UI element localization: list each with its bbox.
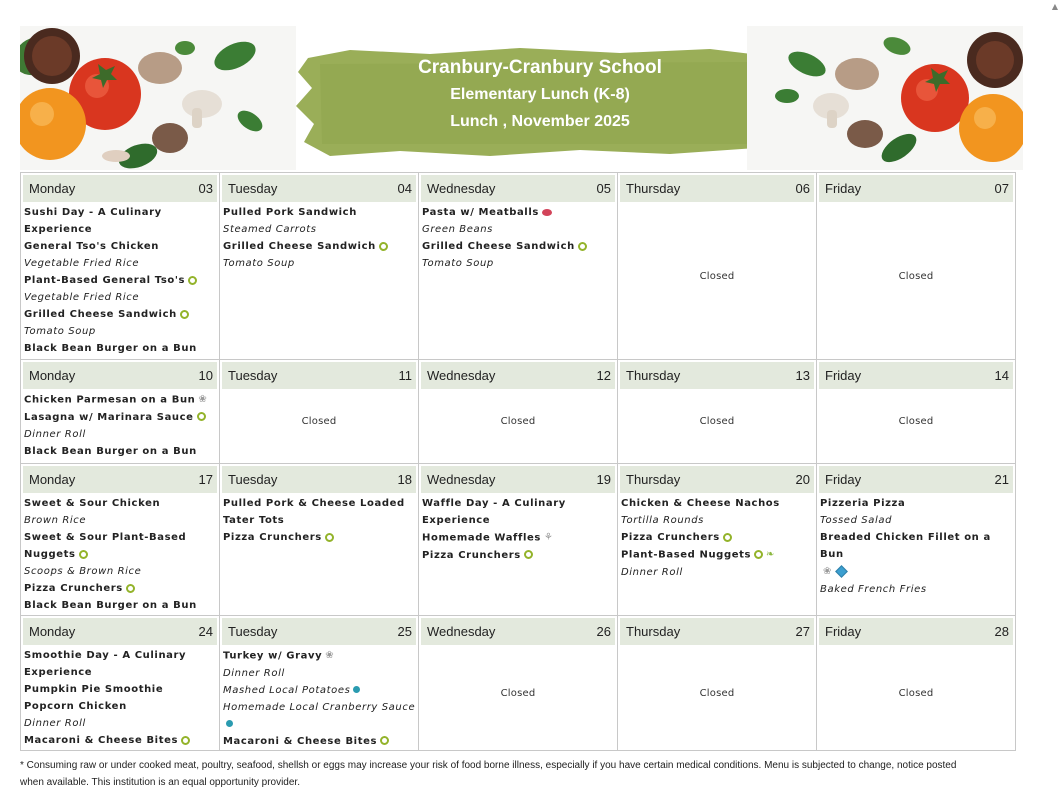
day-date: 05 — [596, 181, 611, 196]
menu-item-text: Dinner Roll — [621, 566, 683, 578]
menu-item — [24, 597, 217, 614]
vegetarian-icon — [380, 736, 389, 745]
day-name: Tuesday — [228, 472, 278, 487]
menu-item — [24, 563, 217, 580]
menu-item — [820, 495, 1013, 512]
menu-item — [24, 647, 217, 664]
calendar-day-cell — [220, 464, 419, 616]
menu-item-text: Experience — [24, 224, 93, 235]
day-name: Monday — [29, 368, 76, 383]
menu-banner — [20, 26, 1023, 170]
day-header — [222, 466, 416, 493]
menu-item-text: Macaroni & Cheese Bites — [223, 735, 378, 747]
day-name: Monday — [29, 472, 76, 487]
beef-icon — [542, 209, 552, 216]
menu-item-text: Steamed Carrots — [223, 224, 317, 235]
menu-item-text: Sushi Day - A Culinary — [24, 207, 162, 218]
menu-item-text: Black Bean Burger on a Bun — [24, 445, 197, 457]
menu-item-text: Tater Tots — [223, 515, 285, 526]
calendar-day-cell — [220, 360, 419, 464]
menu-item-list — [419, 202, 617, 272]
day-date: 26 — [596, 624, 611, 639]
menu-item — [223, 238, 416, 255]
closed-label: Closed — [898, 271, 934, 282]
menu-item — [24, 323, 217, 340]
day-name: Friday — [825, 624, 862, 639]
menu-item-text: Pizza Crunchers — [223, 532, 322, 543]
disclaimer-line-1: * Consuming raw or under cooked meat, poultry, seafood, shellsh or eggs may increase your risk of food borne illness, especially if you have certain medical conditions. Menu is subjected to change, notice posted — [20, 760, 957, 771]
calendar-day-cell — [817, 616, 1016, 751]
menu-item-text: Mashed Local Potatoes — [223, 684, 351, 696]
day-header — [222, 618, 416, 645]
menu-item-text: Pizza Crunchers — [621, 532, 720, 543]
calendar-day-cell — [419, 464, 618, 616]
menu-item-text: Tomato Soup — [223, 258, 295, 269]
vegetarian-icon — [126, 584, 135, 593]
diamond-icon — [835, 565, 848, 578]
menu-item — [422, 512, 615, 529]
menu-item-text: Pizzeria Pizza — [820, 498, 906, 509]
menu-item — [24, 732, 217, 749]
day-date: 11 — [398, 368, 412, 383]
menu-item-text: Tomato Soup — [24, 326, 96, 337]
menu-item-list — [618, 493, 816, 581]
banner-title-block — [290, 54, 790, 135]
menu-item — [223, 699, 416, 716]
menu-item-list — [220, 645, 418, 750]
menu-item — [24, 238, 217, 255]
menu-item-text: Dinner Roll — [223, 667, 285, 679]
menu-item-text: Homemade Waffles — [422, 532, 541, 544]
vegetarian-icon — [181, 736, 190, 745]
vegetarian-icon — [524, 550, 533, 559]
day-header — [23, 175, 217, 202]
menu-item-text: Tortilla Rounds — [621, 515, 704, 526]
scroll-up-arrow-icon[interactable]: ▲ — [1051, 2, 1058, 11]
calendar-day-cell — [817, 173, 1016, 360]
local-icon — [353, 686, 360, 693]
menu-item — [422, 495, 615, 512]
menu-item-text: Nuggets — [24, 549, 76, 560]
chicken-icon: ❀ — [823, 566, 832, 577]
vegan-leaf-icon: ❧ — [766, 549, 776, 560]
day-date: 03 — [198, 181, 213, 196]
menu-item — [24, 495, 217, 512]
calendar-day-cell — [618, 360, 817, 464]
day-name: Tuesday — [228, 624, 278, 639]
menu-item-text: Pizza Crunchers — [24, 583, 123, 594]
menu-item — [422, 529, 615, 547]
vegetarian-icon — [379, 242, 388, 251]
day-date: 10 — [198, 368, 213, 383]
day-date: 12 — [596, 368, 611, 383]
menu-item — [820, 529, 1013, 563]
day-name: Thursday — [626, 368, 681, 383]
day-date: 25 — [397, 624, 412, 639]
closed-label: Closed — [699, 416, 735, 427]
menu-item — [24, 255, 217, 272]
menu-item — [223, 716, 416, 733]
menu-item-text: Popcorn Chicken — [24, 701, 127, 712]
calendar-day-cell — [21, 616, 220, 751]
day-name: Tuesday — [228, 368, 278, 383]
day-header — [421, 362, 615, 389]
menu-item-text: Vegetable Fried Rice — [24, 258, 140, 269]
day-header — [620, 466, 814, 493]
vegetables-image-left — [20, 26, 296, 170]
menu-item-text: Homemade Local Cranberry Sauce — [223, 701, 416, 713]
menu-item-text: Pasta w/ Meatballs — [422, 207, 539, 218]
menu-item — [24, 580, 217, 597]
school-name: Cranbury-Cranbury School — [418, 57, 662, 78]
menu-item-text: Scoops & Brown Rice — [24, 566, 142, 577]
closed-label: Closed — [500, 416, 536, 427]
menu-item — [24, 391, 217, 409]
calendar-week-row — [21, 464, 1016, 616]
menu-item — [24, 681, 217, 698]
menu-item-list — [220, 202, 418, 272]
menu-item — [621, 546, 814, 564]
day-header — [819, 362, 1013, 389]
menu-item — [24, 426, 217, 443]
menu-item-text: Brown Rice — [24, 515, 87, 526]
day-header — [819, 618, 1013, 645]
menu-item-text: General Tso's Chicken — [24, 241, 159, 252]
menu-item — [24, 512, 217, 529]
menu-item-text: Sweet & Sour Chicken — [24, 498, 161, 509]
day-name: Wednesday — [427, 181, 496, 196]
menu-item-text: Experience — [24, 667, 93, 678]
menu-item-text: Pulled Pork Sandwich — [223, 207, 357, 218]
menu-item — [820, 563, 1013, 581]
menu-item-text: Chicken & Cheese Nachos — [621, 498, 780, 509]
menu-item-text: Dinner Roll — [24, 428, 86, 440]
chicken-icon: ❀ — [325, 650, 335, 661]
menu-item-text: Plant-Based General Tso's — [24, 275, 186, 286]
chicken-icon: ❀ — [198, 394, 208, 405]
day-name: Thursday — [626, 181, 681, 196]
day-header — [23, 466, 217, 493]
closed-label: Closed — [898, 688, 934, 699]
menu-item-list — [220, 493, 418, 546]
menu-item — [223, 495, 416, 512]
closed-label: Closed — [699, 271, 735, 282]
vegetarian-icon — [180, 310, 189, 319]
disclaimer-line-2: when available. This institution is an equal opportunity provider. — [20, 777, 300, 788]
menu-item — [621, 512, 814, 529]
menu-item — [223, 512, 416, 529]
local-icon — [226, 720, 233, 727]
day-name: Wednesday — [427, 472, 496, 487]
calendar-day-cell — [817, 360, 1016, 464]
calendar-day-cell — [618, 616, 817, 751]
vegetarian-icon — [723, 533, 732, 542]
menu-item — [223, 255, 416, 272]
day-header — [620, 618, 814, 645]
menu-item — [621, 564, 814, 581]
menu-item — [24, 272, 217, 289]
menu-item — [24, 529, 217, 546]
calendar-day-cell — [21, 464, 220, 616]
day-header — [421, 618, 615, 645]
day-name: Thursday — [626, 472, 681, 487]
day-name: Monday — [29, 624, 76, 639]
menu-item-text: Black Bean Burger on a Bun — [24, 600, 197, 611]
calendar-week-row — [21, 173, 1016, 360]
day-header — [819, 466, 1013, 493]
vegetarian-icon — [79, 550, 88, 559]
menu-item — [422, 204, 615, 221]
menu-item — [223, 221, 416, 238]
menu-item-text: Pulled Pork & Cheese Loaded — [223, 498, 405, 509]
closed-label: Closed — [301, 416, 337, 427]
menu-item — [24, 698, 217, 715]
menu-item-text: Sweet & Sour Plant-Based — [24, 532, 187, 543]
menu-item-text: Experience — [422, 515, 491, 526]
scratch-icon: ⚘ — [543, 532, 554, 543]
menu-item — [621, 495, 814, 512]
menu-item-text: Waffle Day - A Culinary — [422, 498, 566, 509]
day-name: Wednesday — [427, 624, 496, 639]
menu-item-text: Lasagna w/ Marinara Sauce — [24, 411, 194, 423]
menu-item — [24, 715, 217, 732]
menu-item — [24, 204, 217, 221]
menu-item-text: Plant-Based Nuggets — [621, 549, 752, 561]
menu-item — [223, 204, 416, 221]
menu-disclaimer — [20, 757, 1020, 791]
day-name: Friday — [825, 472, 862, 487]
menu-item-list — [21, 389, 219, 460]
day-name: Friday — [825, 181, 862, 196]
day-header — [222, 175, 416, 202]
vegetarian-icon — [188, 276, 197, 285]
menu-item-list — [21, 645, 219, 749]
calendar-day-cell — [21, 173, 220, 360]
vegetables-image-right — [747, 26, 1023, 170]
menu-item-text: Macaroni & Cheese Bites — [24, 735, 179, 746]
menu-item — [422, 255, 615, 272]
menu-item-text: Turkey w/ Gravy — [223, 650, 323, 662]
menu-item — [223, 682, 416, 699]
day-header — [222, 362, 416, 389]
calendar-day-cell — [419, 173, 618, 360]
calendar-day-cell — [618, 464, 817, 616]
day-name: Thursday — [626, 624, 681, 639]
vegetarian-icon — [754, 550, 763, 559]
calendar-day-cell — [618, 173, 817, 360]
day-name: Monday — [29, 181, 76, 196]
day-date: 14 — [994, 368, 1009, 383]
menu-item-text: Grilled Cheese Sandwich — [24, 309, 177, 320]
day-date: 07 — [994, 181, 1009, 196]
day-header — [620, 362, 814, 389]
menu-item-list — [21, 202, 219, 357]
day-header — [620, 175, 814, 202]
menu-item — [422, 221, 615, 238]
menu-item — [24, 546, 217, 563]
day-header — [421, 175, 615, 202]
menu-item — [223, 665, 416, 682]
day-header — [421, 466, 615, 493]
menu-item-text: Breaded Chicken Fillet on a Bun — [820, 532, 991, 560]
day-date: 13 — [795, 368, 810, 383]
menu-item — [24, 221, 217, 238]
day-date: 18 — [397, 472, 412, 487]
day-header — [23, 362, 217, 389]
day-date: 27 — [795, 624, 810, 639]
day-name: Friday — [825, 368, 862, 383]
menu-item-text: Pumpkin Pie Smoothie — [24, 684, 164, 695]
menu-item — [24, 340, 217, 357]
menu-item — [621, 529, 814, 546]
day-date: 20 — [795, 472, 810, 487]
calendar-day-cell — [21, 360, 220, 464]
menu-item — [422, 238, 615, 255]
menu-item-text: Green Beans — [422, 224, 493, 235]
menu-program: Elementary Lunch (K-8) — [450, 86, 630, 103]
day-date: 04 — [397, 181, 412, 196]
menu-item-text: Tossed Salad — [820, 515, 893, 526]
vegetarian-icon — [578, 242, 587, 251]
closed-label: Closed — [699, 688, 735, 699]
menu-page — [20, 26, 1023, 170]
calendar-day-cell — [419, 616, 618, 751]
menu-item-text: Baked French Fries — [820, 583, 927, 595]
menu-item — [223, 647, 416, 665]
menu-item-list — [817, 493, 1015, 598]
menu-item — [422, 547, 615, 564]
day-date: 28 — [994, 624, 1009, 639]
menu-item-text: Dinner Roll — [24, 718, 86, 729]
menu-item-text: Grilled Cheese Sandwich — [223, 241, 376, 252]
menu-item — [820, 581, 1013, 598]
calendar-week-row — [21, 360, 1016, 464]
menu-item — [24, 664, 217, 681]
menu-item-text: Pizza Crunchers — [422, 549, 521, 561]
menu-item-text: Grilled Cheese Sandwich — [422, 241, 575, 252]
closed-label: Closed — [898, 416, 934, 427]
day-date: 06 — [795, 181, 810, 196]
menu-item — [820, 512, 1013, 529]
day-date: 17 — [198, 472, 213, 487]
menu-item-text: Tomato Soup — [422, 258, 494, 269]
calendar-day-cell — [220, 616, 419, 751]
calendar-week-row — [21, 616, 1016, 751]
menu-item — [24, 409, 217, 426]
menu-item — [24, 306, 217, 323]
menu-item — [223, 733, 416, 750]
day-date: 24 — [198, 624, 213, 639]
day-date: 21 — [994, 472, 1009, 487]
closed-label: Closed — [500, 688, 536, 699]
day-name: Tuesday — [228, 181, 278, 196]
vegetarian-icon — [197, 412, 206, 421]
menu-item — [24, 443, 217, 460]
menu-item-list — [419, 493, 617, 564]
menu-item-list — [21, 493, 219, 614]
calendar-day-cell — [419, 360, 618, 464]
menu-item — [24, 289, 217, 306]
menu-item — [223, 529, 416, 546]
menu-period: Lunch , November 2025 — [450, 113, 630, 130]
day-name: Wednesday — [427, 368, 496, 383]
day-header — [23, 618, 217, 645]
menu-item-text: Smoothie Day - A Culinary — [24, 650, 187, 661]
day-date: 19 — [596, 472, 611, 487]
calendar-day-cell — [220, 173, 419, 360]
menu-item-text: Vegetable Fried Rice — [24, 292, 140, 303]
menu-item-text: Chicken Parmesan on a Bun — [24, 394, 196, 406]
lunch-calendar — [20, 172, 1016, 751]
menu-item-text: Black Bean Burger on a Bun — [24, 343, 197, 354]
day-header — [819, 175, 1013, 202]
vegetarian-icon — [325, 533, 334, 542]
calendar-day-cell — [817, 464, 1016, 616]
